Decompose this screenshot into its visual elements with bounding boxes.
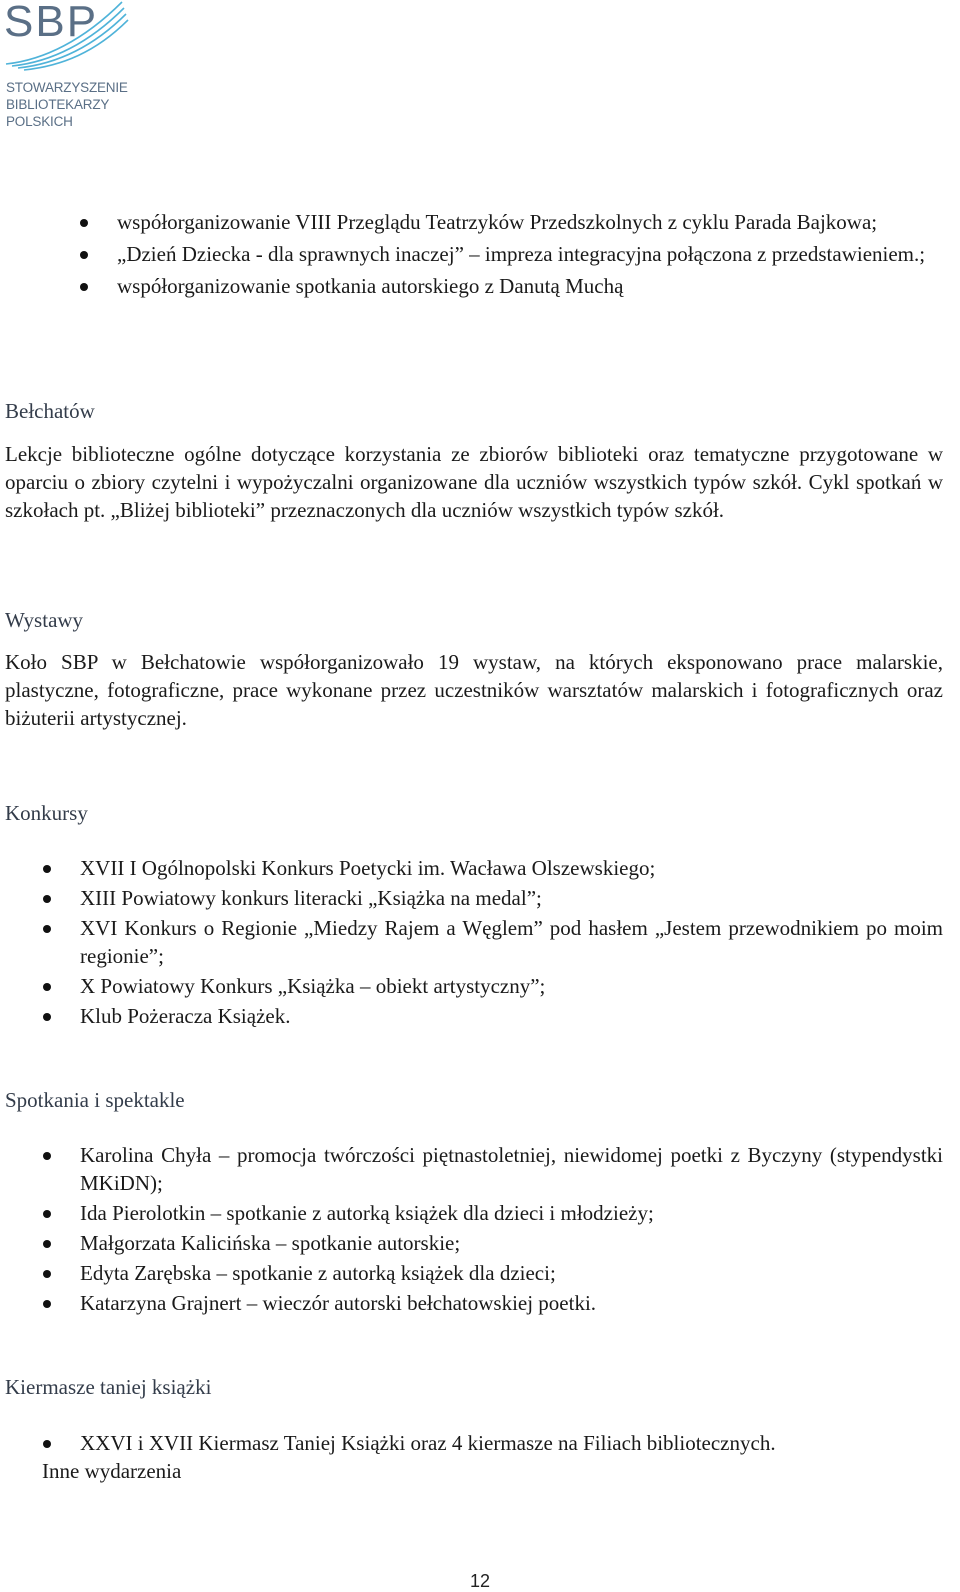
sbp-logo-letters: SBP [4, 0, 99, 46]
sbp-logo-org-name [6, 79, 128, 130]
list-item: XVII I Ogólnopolski Konkurs Poetycki im. Wacława Olszewskiego; [80, 854, 943, 882]
list-item: Edyta Zarębska – spotkanie z autorką książek dla dzieci; [80, 1259, 943, 1287]
list-item: Ida Pierolotkin – spotkanie z autorką książek dla dzieci i młodzieży; [80, 1199, 943, 1227]
heading-wystawy: Wystawy [5, 608, 84, 632]
spotkania-list [80, 1141, 943, 1317]
logo-line-1: STOWARZYSZENIE [6, 80, 128, 95]
bullet-icon [43, 1210, 51, 1218]
list-item: XXVI i XVII Kiermasz Taniej Książki oraz 4 kiermasze na Filiach bibliotecznych. [80, 1429, 943, 1457]
list-item: Karolina Chyła – promocja twórczości piętnastoletniej, niewidomej poetki z Byczyny (stypendystki MKiDN); [80, 1141, 943, 1197]
bullet-icon [43, 1013, 51, 1021]
list-item: współorganizowanie VIII Przeglądu Teatrzyków Przedszkolnych z cyklu Parada Bajkowa; [117, 208, 943, 236]
bullet-icon [43, 895, 51, 903]
paragraph-belchatow: Lekcje biblioteczne ogólne dotyczące korzystania ze zbiorów biblioteki oraz tematyczne przygotowane w oparciu o zbiory czytelni i wypożyczalni organizowane dla uczniów wszystkich typów szkół. Cykl spotkań w szkołach pt. „Bliżej biblioteki” przeznaczonych dla uczniów wszystkich typów szkół. [5, 442, 943, 522]
logo-line-3: POLSKICH [6, 114, 73, 129]
bullet-icon [43, 983, 51, 991]
top-bullet-list [117, 208, 943, 300]
list-item: XVI Konkurs o Regionie „Miedzy Rajem a Węglem” pod hasłem „Jestem przewodnikiem po moim regionie”; [80, 914, 943, 970]
heading-kiermasze: Kiermasze taniej książki [5, 1375, 212, 1399]
bullet-icon [80, 283, 88, 291]
heading-spotkania: Spotkania i spektakle [5, 1088, 185, 1112]
sbp-logo [4, 0, 134, 140]
logo-line-2: BIBLIOTEKARZY [6, 97, 110, 112]
heading-belchatow: Bełchatów [5, 399, 95, 423]
kiermasze-list [80, 1429, 943, 1457]
bullet-icon [43, 925, 51, 933]
konkursy-list [80, 854, 943, 1030]
bullet-icon [43, 1152, 51, 1160]
list-item: XIII Powiatowy konkurs literacki „Książka na medal”; [80, 884, 943, 912]
sbp-logo-mark [4, 0, 134, 75]
trailing-text: Inne wydarzenia [42, 1459, 182, 1483]
bullet-icon [43, 865, 51, 873]
heading-konkursy: Konkursy [5, 801, 88, 825]
bullet-icon [43, 1240, 51, 1248]
list-item: Małgorzata Kalicińska – spotkanie autorskie; [80, 1229, 943, 1257]
list-item: „Dzień Dziecka - dla sprawnych inaczej” – impreza integracyjna połączona z przedstawieniem.; [117, 240, 943, 268]
list-item: współorganizowanie spotkania autorskiego z Danutą Muchą [117, 272, 943, 300]
bullet-icon [43, 1300, 51, 1308]
bullet-icon [80, 251, 88, 259]
list-item: X Powiatowy Konkurs „Książka – obiekt artystyczny”; [80, 972, 943, 1000]
page-number: 12 [469, 1571, 491, 1591]
list-item: Klub Pożeracza Książek. [80, 1002, 943, 1030]
bullet-icon [43, 1270, 51, 1278]
bullet-icon [80, 219, 88, 227]
paragraph-wystawy: Koło SBP w Bełchatowie współorganizowało 19 wystaw, na których eksponowano prace malarskie, plastyczne, fotograficzne, prace wykonane przez uczestników warsztatów malarskich i fotograficznych oraz biżuterii artystycznej. [5, 650, 943, 730]
list-item: Katarzyna Grajnert – wieczór autorski bełchatowskiej poetki. [80, 1289, 943, 1317]
bullet-icon [43, 1440, 51, 1448]
